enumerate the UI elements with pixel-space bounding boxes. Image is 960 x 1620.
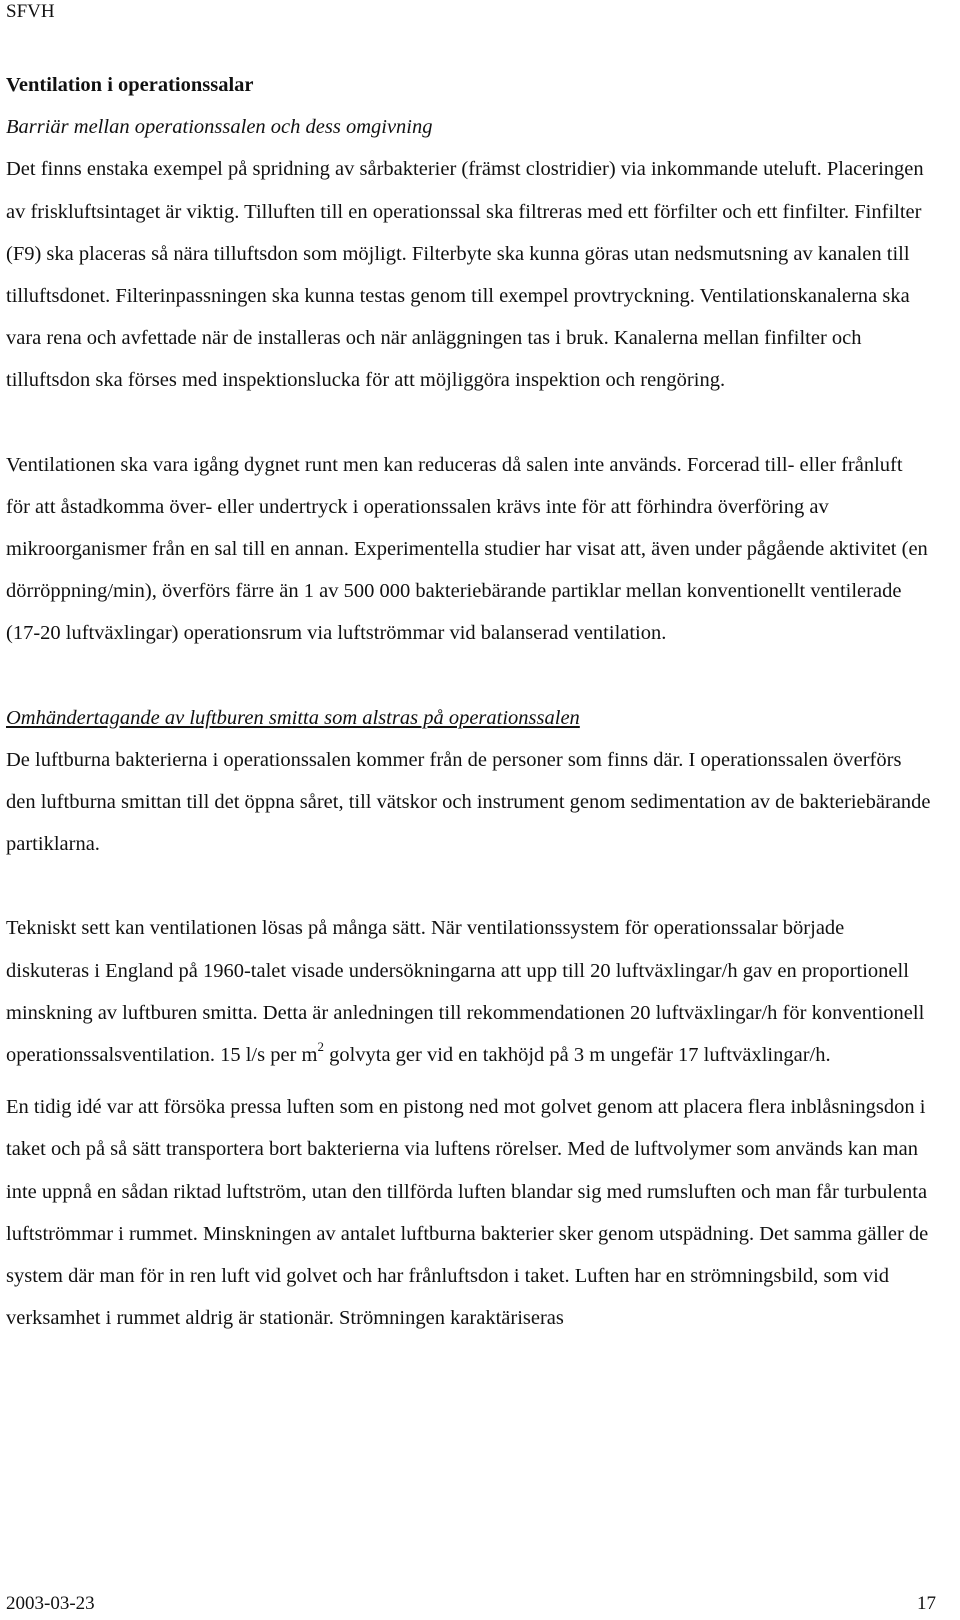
paragraph-airborne-bacteria: De luftburna bakterierna i operationssalen kommer från de personer som finns där. I operationssalen överförs den luftburna smittan till det öppna såret, till vätskor och instrument genom sedimentation av de bakteriebärande partiklarna.: [6, 748, 931, 856]
footer-date: 2003-03-23: [6, 1593, 95, 1614]
paragraph-filtration: Det finns enstaka exempel på spridning av sårbakterier (främst clostridier) via inkommande uteluft. Placeringen av friskluftsintaget är viktig. Tilluften till en operationssal ska filtreras med ett förfilter och ett finfilter. Finfilter (F9) ska placeras så nära tilluftsdon som möjligt. Filterbyte ska kunna göras utan nedsmutsning av kanalen till tilluftsdonet. Filterinpassningen ska kunna testas genom till exempel provtryckning. Ventilationskanalerna ska vara rena och avfettade när de installeras och när anläggningen tas i bruk. Kanalerna mellan finfilter och tilluftsdon ska förses med inspektionslucka för att möjliggöra inspektion och rengöring.: [6, 158, 924, 392]
section-subtitle-barrier: Barriär mellan operationssalen och dess omgivning: [6, 116, 433, 139]
section-subtitle-airborne: Omhändertagande av luftburen smitta som alstras på operationssalen: [6, 706, 580, 729]
footer-page-number: 17: [917, 1593, 936, 1614]
paragraph-technical-solutions: [6, 907, 931, 1076]
paragraph-piston-idea: En tidig idé var att försöka pressa luften som en pistong ned mot golvet genom att placera flera inblåsningsdon i taket och på så sätt transportera bort bakterierna via luftens rörelser. Med de luftvolymer som används kan man inte uppnå en sådan riktad luftström, utan den tillförda luften blandar sig med rumsluften och man får turbulenta luftströmmar i rummet. Minskningen av antalet luftburna bakterier sker genom utspädning. Det samma gäller de system där man för in ren luft vid golvet och har frånluftsdon i taket. Luften har en strömningsbild, som vid verksamhet i rummet aldrig är stationär. Strömningen karaktäriseras: [6, 1096, 929, 1330]
superscript-two: 2: [317, 1039, 324, 1055]
paragraph-gap: [6, 655, 931, 697]
document-header-org: SFVH: [6, 1, 55, 22]
paragraph-ventilation-continuous: Ventilationen ska vara igång dygnet runt men kan reduceras då salen inte används. Forcerad till- eller frånluft för att åstadkomma över- eller undertryck i operationssalen krävs inte för att förhindra överföring av mikroorganismer från en sal till en annan. Experimentella studier har visat att, även under pågående aktivitet (en dörröppning/min), överförs färre än 1 av 500 000 bakteriebärande partiklar mellan konventionellt ventilerade (17-20 luftväxlingar) operationsrum via luftströmmar vid balanserad ventilation.: [6, 453, 928, 645]
document-body: [6, 64, 931, 1339]
section-title: Ventilation i operationssalar: [6, 74, 254, 96]
document-footer: [6, 1593, 936, 1615]
paragraph-gap: [6, 402, 931, 444]
text-segment: golvyta ger vid en takhöjd på 3 m ungefär 17 luftväxlingar/h.: [323, 1044, 831, 1067]
paragraph-gap: [6, 1076, 931, 1086]
text-segment: Tekniskt sett kan ventilationen lösas på många sätt. När ventilationssystem för operationssalar började diskuteras i England på 1960-talet visade undersökningarna att upp till 20 luftväxlingar/h gav en proportionell minskning av luftburen smitta. Detta är anledningen till rekommendationen 20 luftväxlingar/h för konventionell operationssalsventilation. 15 l/s per m: [6, 917, 925, 1067]
paragraph-gap: [6, 865, 931, 907]
